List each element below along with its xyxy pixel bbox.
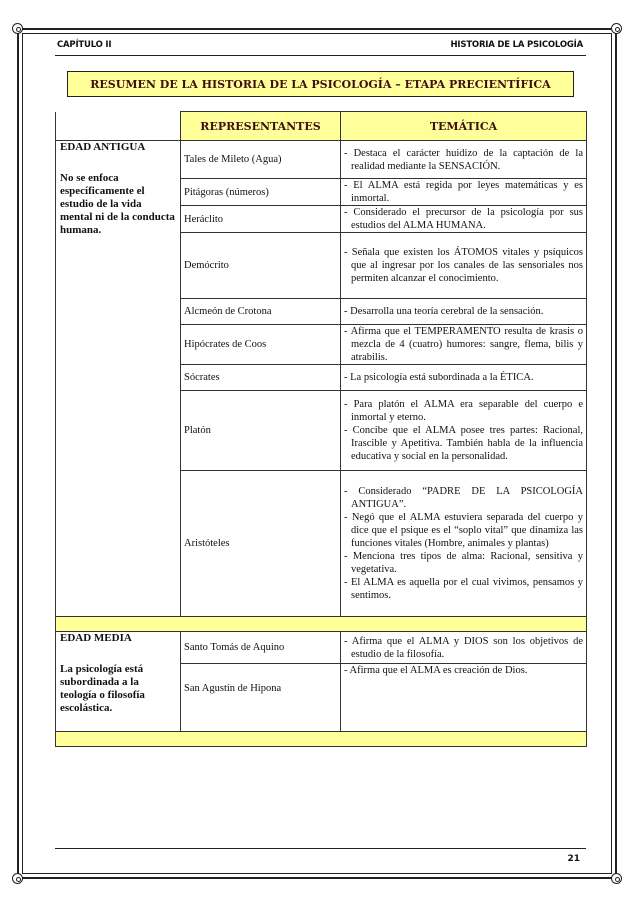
section-separator <box>56 617 587 632</box>
representative-name: Platón <box>181 391 341 471</box>
representative-name: Alcmeón de Crotona <box>181 299 341 325</box>
corner-ornament-icon <box>12 873 23 884</box>
tematica-cell <box>341 391 587 471</box>
summary-table <box>55 111 587 747</box>
tematica-item: - Señala que existen los ÁTOMOS vitales y psíquicos que al ingresar por los canales de las sensoriales nos permiten alcanzar el conocimiento. <box>344 247 583 284</box>
tematica-cell <box>341 179 587 206</box>
section-separator <box>56 732 587 747</box>
chapter-label: CAPÍTULO II <box>57 40 112 50</box>
representative-name: Demócrito <box>181 233 341 299</box>
tematica-item: - El ALMA es aquella por el cual vivimos, pensamos y sentimos. <box>344 577 583 601</box>
corner-ornament-icon <box>12 23 23 34</box>
era-cell-antigua <box>56 141 181 617</box>
tematica-cell <box>341 233 587 299</box>
page-title: RESUMEN DE LA HISTORIA DE LA PSICOLOGÍA – ETAPA PRECIENTÍFICA <box>67 71 574 97</box>
tematica-item: - Afirma que el ALMA es creación de Dios. <box>344 665 528 676</box>
footer-divider <box>55 848 586 849</box>
header-divider <box>55 55 586 56</box>
tematica-cell <box>341 206 587 233</box>
tematica-item: - Considerado el precursor de la psicología por sus estudios del ALMA HUMANA. <box>344 207 583 231</box>
tematica-cell <box>341 365 587 391</box>
representative-name: Aristóteles <box>181 471 341 617</box>
book-title: HISTORIA DE LA PSICOLOGÍA <box>450 40 583 50</box>
table-header-row <box>56 112 587 141</box>
table-row <box>56 632 587 664</box>
era-description: La psicología está subordinada a la teología o filosofía escolástica. <box>60 663 145 714</box>
tematica-cell <box>341 299 587 325</box>
tematica-item: - Afirma que el ALMA y DIOS son los objetivos de estudio de la filosofía. <box>344 635 583 660</box>
representative-name: Heráclito <box>181 206 341 233</box>
corner-ornament-icon <box>611 873 622 884</box>
tematica-item: - Destaca el carácter huidizo de la captación de la realidad mediante la SENSACIÓN. <box>344 147 583 172</box>
tematica-cell <box>341 471 587 617</box>
era-description: No se enfoca específicamente el estudio de la vida mental ni de la conducta humana. <box>60 172 175 236</box>
table-row <box>56 141 587 179</box>
section-separator-row <box>56 617 587 632</box>
representative-name: Hipócrates de Coos <box>181 325 341 365</box>
tematica-item: - El ALMA está regida por leyes matemáticas y es inmortal. <box>344 180 583 204</box>
representative-name: Pitágoras (números) <box>181 179 341 206</box>
column-header-tematica: TEMÁTICA <box>341 112 587 141</box>
tematica-item: - Desarrolla una teoría cerebral de la sensación. <box>344 306 544 317</box>
corner-ornament-icon <box>611 23 622 34</box>
representative-name: Santo Tomás de Aquino <box>181 632 341 664</box>
era-title: EDAD ANTIGUA <box>60 141 146 153</box>
tematica-item: - Para platón el ALMA era separable del cuerpo e inmortal y eterno. <box>344 399 583 423</box>
tematica-cell <box>341 632 587 664</box>
representative-name: Tales de Mileto (Agua) <box>181 141 341 179</box>
tematica-cell <box>341 141 587 179</box>
tematica-cell <box>341 664 587 732</box>
era-cell-media <box>56 632 181 732</box>
tematica-cell <box>341 325 587 365</box>
empty-header-cell <box>56 112 181 141</box>
tematica-item: - Considerado “PADRE DE LA PSICOLOGÍA ANTIGUA”. <box>344 486 583 510</box>
tematica-item: - Concibe que el ALMA posee tres partes: Racional, Irascible y Apetitiva. También habla de la influencia educativa y social en la personalidad. <box>344 425 583 462</box>
page-number: 21 <box>567 854 580 864</box>
tematica-item: - Negó que el ALMA estuviera separada del cuerpo y dice que el psique es el “soplo vital” que dinamiza las funciones vitales (Hombre, animales y plantas) <box>344 512 583 549</box>
representative-name: San Agustín de Hipona <box>181 664 341 732</box>
section-separator-row <box>56 732 587 747</box>
tematica-item: - Menciona tres tipos de alma: Racional, sensitiva y vegetativa. <box>344 551 583 575</box>
tematica-item: - Afirma que el TEMPERAMENTO resulta de krasis o mezcla de 4 (cuatro) humores: sangre, flema, bilis y atrabilis. <box>344 326 583 363</box>
column-header-representantes: REPRESENTANTES <box>181 112 341 141</box>
representative-name: Sócrates <box>181 365 341 391</box>
era-title: EDAD MEDIA <box>60 632 132 644</box>
tematica-item: - La psicología está subordinada a la ÉTICA. <box>344 372 534 383</box>
